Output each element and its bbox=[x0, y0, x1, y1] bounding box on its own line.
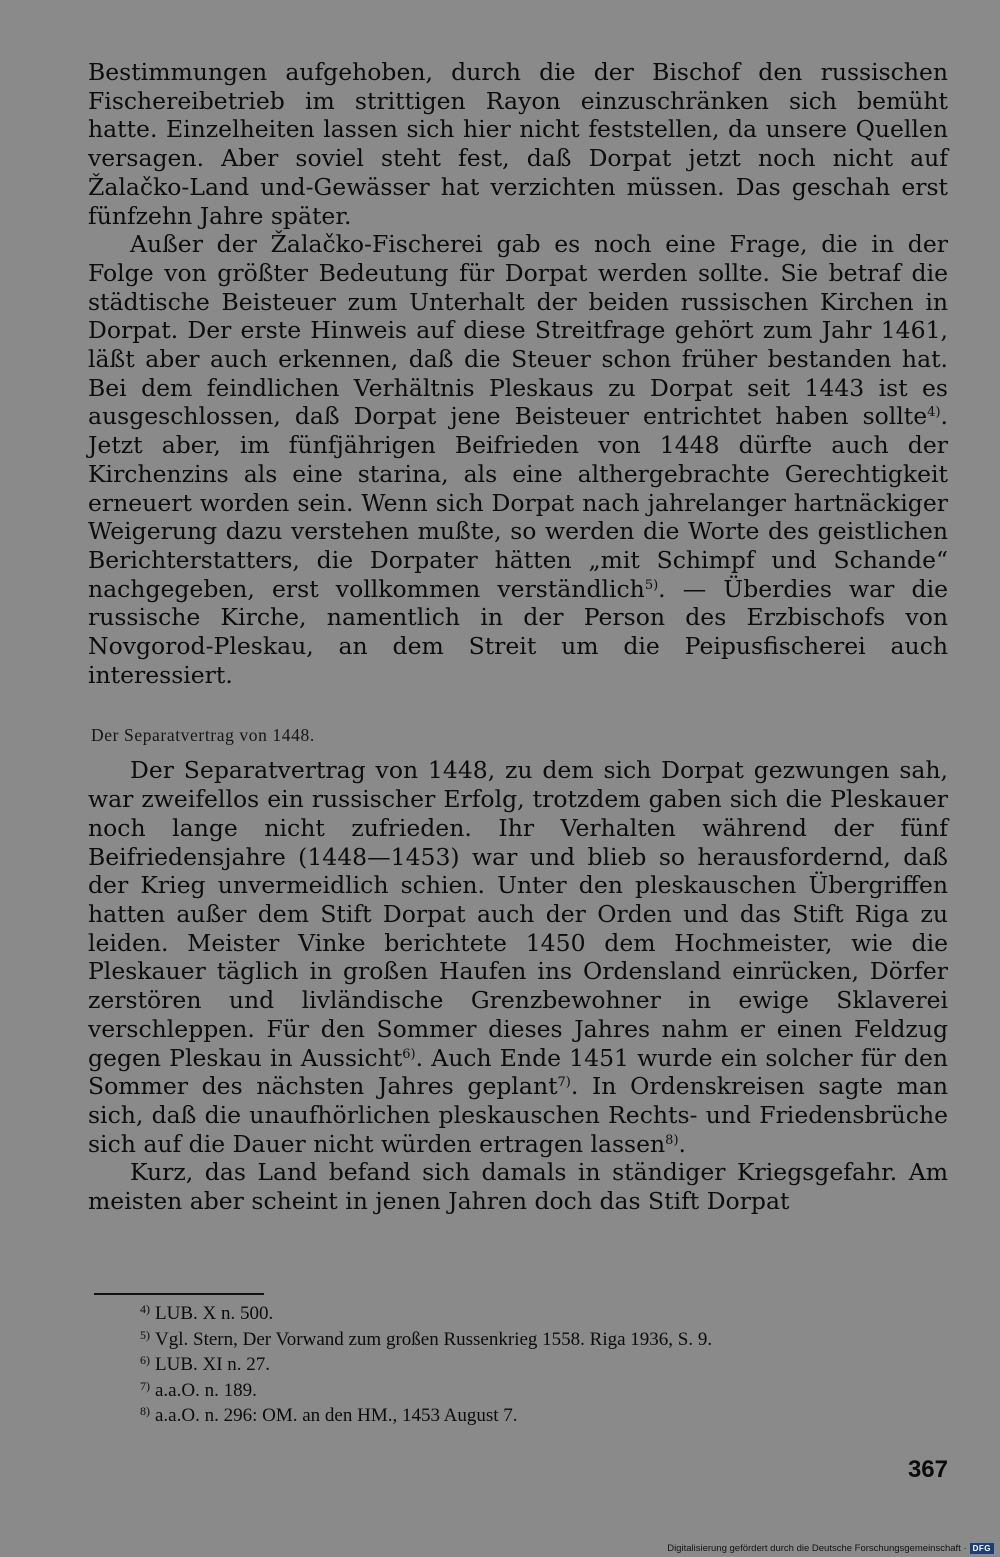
footnotes bbox=[94, 1293, 948, 1427]
footnote-text: a.a.O. n. 296: OM. an den HM., 1453 August 7. bbox=[155, 1405, 518, 1426]
dfg-logo: DFG bbox=[970, 1543, 994, 1554]
paragraph-3 bbox=[88, 756, 948, 1158]
footnote-mark: 7) bbox=[140, 1378, 150, 1393]
footnote-5 bbox=[94, 1325, 948, 1351]
page-number: 367 bbox=[907, 1456, 948, 1483]
footnote-mark: 8) bbox=[140, 1404, 150, 1418]
paragraph-text: . Jetzt aber, im fünfjährigen Beifrieden von 1448 dürfte auch der Kirchenzins als eine starina, als eine althergebrachte Gerechtigkeit erneuert worden sein. Wenn sich Dorpat nach jahrelanger hartnäckiger Weigerung dazu verstehen mußte, so werden die Worte des geistlichen Berichterstatters, die Dorpater hätten „mit Schimpf und Schande“ nachgegeben, erst vollkommen verständlich bbox=[88, 402, 948, 603]
paragraph-text: . Auch Ende 1451 wurde ein solcher für den Sommer des nächsten Jahres geplant bbox=[88, 1043, 948, 1101]
credit-text: Digitalisierung gefördert durch die Deutsche Forschungsgemeinschaft · bbox=[667, 1543, 967, 1554]
footnote-7 bbox=[94, 1376, 948, 1402]
footnote-text: Vgl. Stern, Der Vorwand zum großen Russenkrieg 1558. Riga 1936, S. 9. bbox=[155, 1328, 713, 1350]
paragraph-text: . — Überdies war die russische Kirche, namentlich in der Person des Erzbischofs von Novgorod-Pleskau, an dem Streit um die Peipusfischerei auch interessiert. bbox=[88, 574, 948, 689]
footnote-text: LUB. XI n. 27. bbox=[155, 1354, 271, 1375]
footnote-mark: 5) bbox=[140, 1327, 150, 1342]
paragraph-4 bbox=[88, 1158, 948, 1215]
paragraph-text: . In Ordenskreisen sagte man sich, daß die unaufhörlichen pleskauschen Rechts- und Friedensbrüche sich auf die Dauer nicht würden ertragen lassen bbox=[88, 1072, 949, 1158]
footnote-text: a.a.O. n. 189. bbox=[155, 1379, 257, 1401]
footnote-text: LUB. X n. 500. bbox=[155, 1303, 274, 1324]
paragraph-text: Bestimmungen aufgehoben, durch die der Bischof den russischen Fischereibetrieb im strittigen Rayon einzuschränken sich bemüht hatte. Einzelheiten lassen sich hier nicht feststellen, da unsere Quellen versagen. Aber soviel steht fest, daß Dorpat jetzt noch nicht auf Žalačko-Land und-Gewässer hat verzichten müssen. Das geschah erst fünfzehn Jahre später. bbox=[88, 58, 948, 230]
footnote-ref-4[interactable]: 4) bbox=[927, 405, 941, 421]
footnote-ref-8[interactable]: 8) bbox=[665, 1132, 679, 1148]
footnote-mark: 6) bbox=[140, 1353, 150, 1367]
footnote-divider bbox=[94, 1293, 264, 1295]
footnote-6 bbox=[94, 1350, 948, 1376]
footnote-ref-5[interactable]: 5) bbox=[644, 577, 659, 593]
paragraph-2 bbox=[88, 230, 948, 689]
paragraph-1 bbox=[88, 58, 948, 230]
footnote-ref-7[interactable]: 7) bbox=[557, 1075, 571, 1091]
footnote-mark: 4) bbox=[140, 1302, 150, 1316]
paragraph-text: Kurz, das Land befand sich damals in ständiger Kriegsgefahr. Am meisten aber scheint in jenen Jahren doch das Stift Dorpat bbox=[88, 1158, 948, 1216]
footnote-8 bbox=[94, 1401, 948, 1427]
paragraph-text: Der Separatvertrag von 1448, zu dem sich Dorpat gezwungen sah, war zweifellos ein russischer Erfolg, trotzdem gaben sich die Pleskauer noch lange nicht zufrieden. Ihr Verhalten während der fünf Beifriedensjahre (1448—1453) war und blieb so herausfordernd, daß der Krieg unvermeidlich schien. Unter den pleskauschen Übergriffen hatten außer dem Stift Dorpat auch der Orden und das Stift Riga zu leiden. Meister Vinke berichtete 1450 dem Hochmeister, wie die Pleskauer täglich in großen Haufen ins Ordensland einrücken, Dörfer zerstören und livländische Grenzbewohner in ewige Sklaverei verschleppen. Für den Sommer dieses Jahres nahm er einen Feldzug gegen Pleskau in Aussicht bbox=[88, 756, 948, 1072]
page-body bbox=[88, 58, 948, 1216]
footnote-ref-6[interactable]: 6) bbox=[402, 1046, 416, 1062]
paragraph-text: . bbox=[678, 1129, 686, 1158]
paragraph-text: Außer der Žalačko-Fischerei gab es noch eine Frage, die in der Folge von größter Bedeutung für Dorpat werden sollte. Sie betraf die städtische Beisteuer zum Unterhalt der beiden russischen Kirchen in Dorpat. Der erste Hinweis auf diese Streitfrage gehört zum Jahr 1461, läßt aber auch erkennen, daß die Steuer schon früher bestanden hat. Bei dem feindlichen Verhältnis Pleskaus zu Dorpat seit 1443 ist es ausgeschlossen, daß Dorpat jene Beisteuer entrichtet haben sollte bbox=[88, 230, 948, 431]
section-heading: Der Separatvertrag von 1448. bbox=[91, 725, 315, 746]
footnote-4 bbox=[94, 1299, 948, 1325]
digitization-credit bbox=[667, 1543, 994, 1554]
